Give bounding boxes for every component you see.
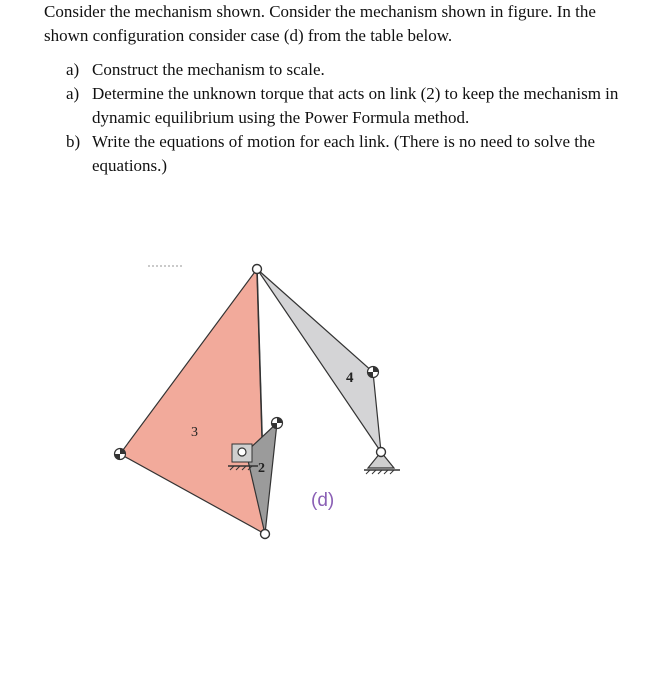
mechanism-figure xyxy=(0,230,664,560)
link-2-label: 2 xyxy=(258,461,265,476)
task-marker: b) xyxy=(66,132,81,151)
link-4-label: 4 xyxy=(346,370,354,386)
joint-ground-4 xyxy=(377,448,386,457)
task-list xyxy=(66,58,646,178)
task-marker: a) xyxy=(66,60,80,79)
task-item-equations xyxy=(66,130,646,178)
problem-intro: Consider the mechanism shown. Consider the mechanism shown in figure. In the shown configuration consider case (d) from the table below. xyxy=(44,2,596,45)
link-3 xyxy=(120,269,265,534)
task-text: Determine the unknown torque that acts on link (2) to keep the mechanism in dynamic equilibrium using the Power Formula method. xyxy=(92,84,619,127)
task-item-torque xyxy=(66,82,646,130)
joint-top xyxy=(253,265,262,274)
task-text: Construct the mechanism to scale. xyxy=(92,60,325,79)
task-marker: a) xyxy=(66,84,80,103)
mass-center-link-4 xyxy=(368,367,379,378)
mass-center-link-3 xyxy=(115,449,126,460)
task-text: Write the equations of motion for each link. (There is no need to solve the equations.) xyxy=(92,132,596,175)
mass-center-link-2 xyxy=(272,418,283,429)
link-3-label: 3 xyxy=(191,425,198,440)
joint-bottom xyxy=(261,530,270,539)
case-label: (d) xyxy=(311,490,335,511)
task-item-construct xyxy=(66,58,646,82)
